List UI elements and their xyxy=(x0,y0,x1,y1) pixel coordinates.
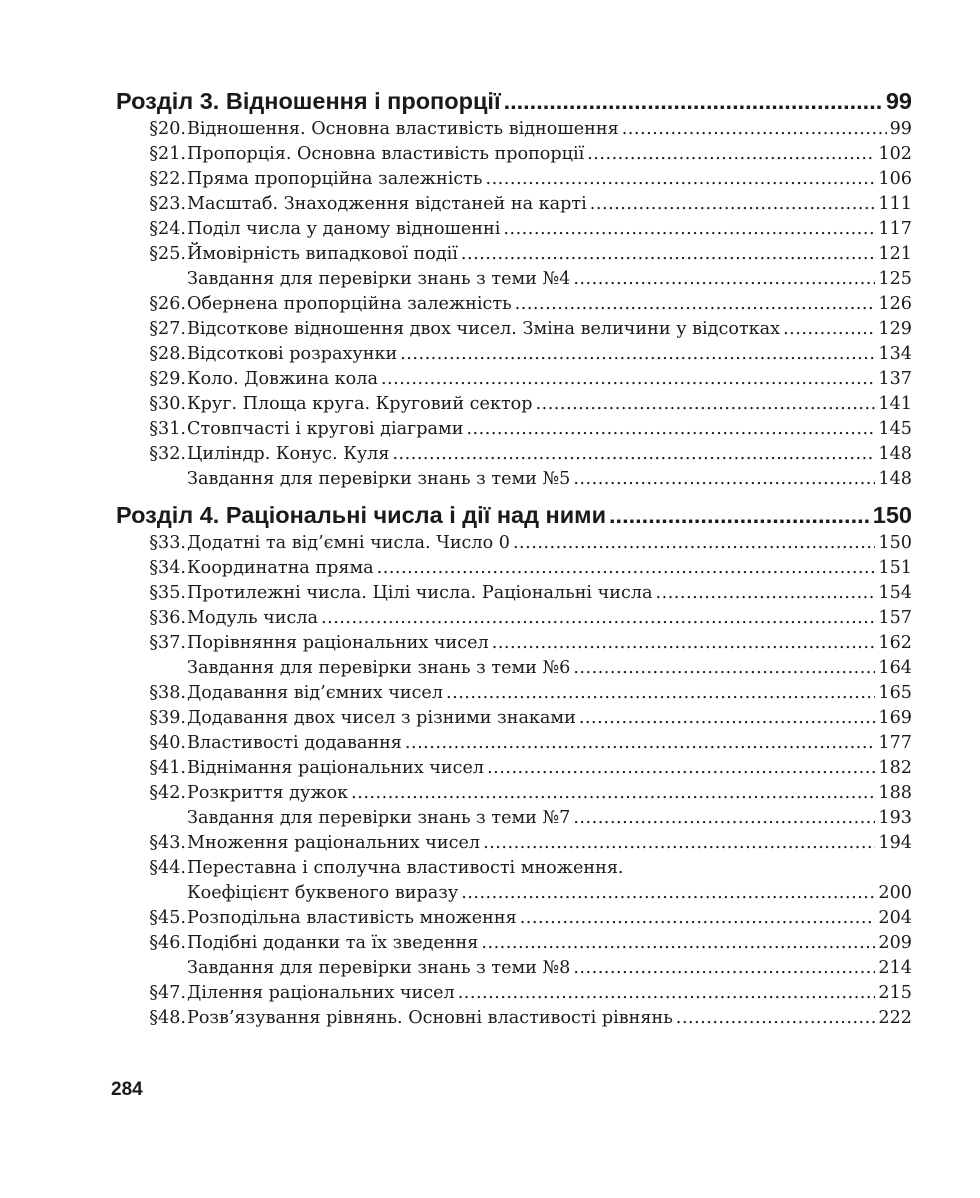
section-number: §37. xyxy=(149,633,186,653)
toc-entry[interactable] xyxy=(116,392,912,417)
section-page: 145 xyxy=(878,419,912,439)
section-title: Переставна і сполучна властивості множення. xyxy=(187,858,624,878)
dot-leader xyxy=(783,317,875,342)
section-number: §24. xyxy=(149,219,186,239)
section-page: 137 xyxy=(878,369,912,389)
section-number: §46. xyxy=(149,933,186,953)
section-page: 188 xyxy=(878,783,912,803)
toc-entry[interactable] xyxy=(116,631,912,656)
dot-leader xyxy=(492,631,876,656)
section-title: Додатні та від’ємні числа. Число 0 xyxy=(187,533,510,553)
section-number: §43. xyxy=(149,833,186,853)
section-title: Завдання для перевірки знань з теми №6 xyxy=(187,658,571,678)
toc-entry[interactable] xyxy=(116,856,912,881)
section-number: §45. xyxy=(149,908,186,928)
section-page: 99 xyxy=(889,119,912,139)
section-title: Протилежні числа. Цілі числа. Раціональні числа xyxy=(187,583,653,603)
section-title: Стовпчасті і кругові діаграми xyxy=(187,419,464,439)
toc-entry-quiz[interactable] xyxy=(116,656,912,681)
section-number: §27. xyxy=(149,319,186,339)
toc-entry[interactable] xyxy=(116,117,912,142)
section-title: Координатна пряма xyxy=(187,558,374,578)
section-page: 164 xyxy=(878,658,912,678)
toc-entry[interactable] xyxy=(116,556,912,581)
toc-entry[interactable] xyxy=(116,606,912,631)
chapter-title: Розділ 4. Раціональні числа і дії над ними xyxy=(116,502,607,528)
section-page: 106 xyxy=(878,169,912,189)
section-page: 157 xyxy=(878,608,912,628)
dot-leader xyxy=(321,606,875,631)
toc-entry[interactable] xyxy=(116,756,912,781)
section-title: Завдання для перевірки знань з теми №4 xyxy=(187,269,571,289)
dot-leader xyxy=(483,831,875,856)
section-page: 125 xyxy=(878,269,912,289)
dot-leader xyxy=(461,242,875,267)
dot-leader xyxy=(609,500,870,531)
section-page: 134 xyxy=(878,344,912,364)
dot-leader xyxy=(513,531,875,556)
chapter-heading[interactable] xyxy=(116,500,912,531)
dot-leader xyxy=(536,392,876,417)
section-title: Циліндр. Конус. Куля xyxy=(187,444,390,464)
section-title: Обернена пропорційна залежність xyxy=(187,294,512,314)
section-page: 150 xyxy=(878,533,912,553)
dot-leader xyxy=(587,142,875,167)
toc-entry[interactable] xyxy=(116,217,912,242)
chapter-page: 99 xyxy=(885,88,912,114)
dot-leader xyxy=(573,656,875,681)
section-page: 102 xyxy=(878,144,912,164)
section-title: Масштаб. Знаходження відстаней на карті xyxy=(187,194,587,214)
dot-leader xyxy=(466,417,875,442)
toc-entry[interactable] xyxy=(116,242,912,267)
page-number: 284 xyxy=(111,1079,143,1100)
section-number: §23. xyxy=(149,194,186,214)
section-title: Віднімання раціональних чисел xyxy=(187,758,485,778)
section-page: 162 xyxy=(878,633,912,653)
section-page: 177 xyxy=(878,733,912,753)
section-page: 209 xyxy=(878,933,912,953)
section-number: §42. xyxy=(149,783,186,803)
section-number: §31. xyxy=(149,419,186,439)
dot-leader xyxy=(377,556,876,581)
toc-entry[interactable] xyxy=(116,342,912,367)
toc-entry[interactable] xyxy=(116,292,912,317)
dot-leader xyxy=(381,367,875,392)
section-title: Пряма пропорційна залежність xyxy=(187,169,483,189)
section-number: §22. xyxy=(149,169,186,189)
dot-leader xyxy=(515,292,876,317)
section-number: §36. xyxy=(149,608,186,628)
toc-entry-quiz[interactable] xyxy=(116,267,912,292)
dot-leader xyxy=(392,442,875,467)
toc-entry[interactable] xyxy=(116,442,912,467)
section-title: Ймовірність випадкової події xyxy=(187,244,458,264)
toc-entry[interactable] xyxy=(116,531,912,556)
section-page: 222 xyxy=(878,1008,912,1028)
section-title: Ділення раціональних чисел xyxy=(187,983,455,1003)
section-page: 121 xyxy=(878,244,912,264)
chapter-page: 150 xyxy=(872,502,912,528)
section-title: Відсоткові розрахунки xyxy=(187,344,398,364)
section-title: Множення раціональних чисел xyxy=(187,833,481,853)
section-page: 148 xyxy=(878,469,912,489)
dot-leader xyxy=(487,756,875,781)
section-title: Розкриття дужок xyxy=(187,783,349,803)
toc-entry[interactable] xyxy=(116,581,912,606)
toc-entry[interactable] xyxy=(116,781,912,806)
toc-entry[interactable] xyxy=(116,706,912,731)
section-number: §48. xyxy=(149,1008,186,1028)
toc-entry[interactable] xyxy=(116,417,912,442)
toc-entry[interactable] xyxy=(116,931,912,956)
toc-entry[interactable] xyxy=(116,681,912,706)
section-page: 154 xyxy=(878,583,912,603)
section-page: 204 xyxy=(878,908,912,928)
section-page: 194 xyxy=(878,833,912,853)
section-page: 182 xyxy=(878,758,912,778)
toc-entry-quiz[interactable] xyxy=(116,806,912,831)
toc-entry[interactable] xyxy=(116,317,912,342)
section-title: Відношення. Основна властивість відношення xyxy=(187,119,619,139)
section-number: §29. xyxy=(149,369,186,389)
section-number: §33. xyxy=(149,533,186,553)
dot-leader xyxy=(573,806,875,831)
section-title: Додавання від’ємних чисел xyxy=(187,683,444,703)
dot-leader xyxy=(573,467,875,492)
section-title: Розв’язування рівнянь. Основні властивості рівнянь xyxy=(187,1008,673,1028)
toc-entry[interactable] xyxy=(116,142,912,167)
dot-leader xyxy=(400,342,875,367)
section-number: §25. xyxy=(149,244,186,264)
dot-leader xyxy=(351,781,875,806)
section-title: Відсоткове відношення двох чисел. Зміна величини у відсотках xyxy=(187,319,781,339)
dot-leader xyxy=(520,906,876,931)
dot-leader xyxy=(461,881,875,906)
section-number: §30. xyxy=(149,394,186,414)
dot-leader xyxy=(590,192,876,217)
toc-entry-quiz[interactable] xyxy=(116,467,912,492)
section-number: §44. xyxy=(149,858,186,878)
section-title: Порівняння раціональних чисел xyxy=(187,633,489,653)
dot-leader xyxy=(573,267,875,292)
section-number: §35. xyxy=(149,583,186,603)
section-title: Коло. Довжина кола xyxy=(187,369,378,389)
section-page: 126 xyxy=(878,294,912,314)
section-page: 215 xyxy=(878,983,912,1003)
toc-entry[interactable] xyxy=(116,167,912,192)
dot-leader xyxy=(446,681,875,706)
dot-leader xyxy=(656,581,876,606)
toc-entry[interactable] xyxy=(116,906,912,931)
section-page: 129 xyxy=(878,319,912,339)
toc-entry-continuation[interactable] xyxy=(116,881,912,906)
toc-entry[interactable] xyxy=(116,981,912,1006)
section-page: 214 xyxy=(878,958,912,978)
section-title: Пропорція. Основна властивість пропорції xyxy=(187,144,585,164)
dot-leader xyxy=(676,1006,876,1031)
section-number: §21. xyxy=(149,144,186,164)
toc-entry[interactable] xyxy=(116,731,912,756)
section-title: Розподільна властивість множення xyxy=(187,908,517,928)
section-number: §28. xyxy=(149,344,186,364)
dot-leader xyxy=(486,167,876,192)
section-title: Завдання для перевірки знань з теми №5 xyxy=(187,469,571,489)
section-title: Властивості додавання xyxy=(187,733,402,753)
section-title: Модуль числа xyxy=(187,608,319,628)
dot-leader xyxy=(458,981,876,1006)
toc-entry[interactable] xyxy=(116,831,912,856)
section-page: 193 xyxy=(878,808,912,828)
dot-leader xyxy=(622,117,887,142)
section-page: 117 xyxy=(878,219,912,239)
section-number: §38. xyxy=(149,683,186,703)
chapter-title: Розділ 3. Відношення і пропорції xyxy=(116,88,501,114)
toc-entry[interactable] xyxy=(116,1006,912,1031)
section-number: §40. xyxy=(149,733,186,753)
section-number: §20. xyxy=(149,119,186,139)
section-page: 200 xyxy=(878,883,912,903)
section-page: 169 xyxy=(878,708,912,728)
toc-entry[interactable] xyxy=(116,192,912,217)
section-number: §26. xyxy=(149,294,186,314)
section-title: Подібні доданки та їх зведення xyxy=(187,933,479,953)
section-number: §41. xyxy=(149,758,186,778)
section-title: Круг. Площа круга. Круговий сектор xyxy=(187,394,533,414)
toc-entry[interactable] xyxy=(116,367,912,392)
dot-leader xyxy=(573,956,875,981)
section-page: 141 xyxy=(878,394,912,414)
section-page: 165 xyxy=(878,683,912,703)
dot-leader xyxy=(503,217,875,242)
section-number: §39. xyxy=(149,708,186,728)
chapter-heading[interactable] xyxy=(116,86,912,117)
section-title: Додавання двох чисел з різними знаками xyxy=(187,708,576,728)
dot-leader xyxy=(405,731,876,756)
section-page: 151 xyxy=(878,558,912,578)
section-number: §47. xyxy=(149,983,186,1003)
dot-leader xyxy=(579,706,876,731)
section-page: 148 xyxy=(878,444,912,464)
section-title: Завдання для перевірки знань з теми №8 xyxy=(187,958,571,978)
section-number: §32. xyxy=(149,444,186,464)
toc-entry-quiz[interactable] xyxy=(116,956,912,981)
section-number: §34. xyxy=(149,558,186,578)
dot-leader xyxy=(481,931,875,956)
table-of-contents xyxy=(116,86,912,1031)
section-page: 111 xyxy=(878,194,912,214)
section-title: Поділ числа у даному відношенні xyxy=(187,219,501,239)
dot-leader xyxy=(504,86,883,117)
section-title: Завдання для перевірки знань з теми №7 xyxy=(187,808,571,828)
section-title: Коефіцієнт буквеного виразу xyxy=(187,883,459,903)
